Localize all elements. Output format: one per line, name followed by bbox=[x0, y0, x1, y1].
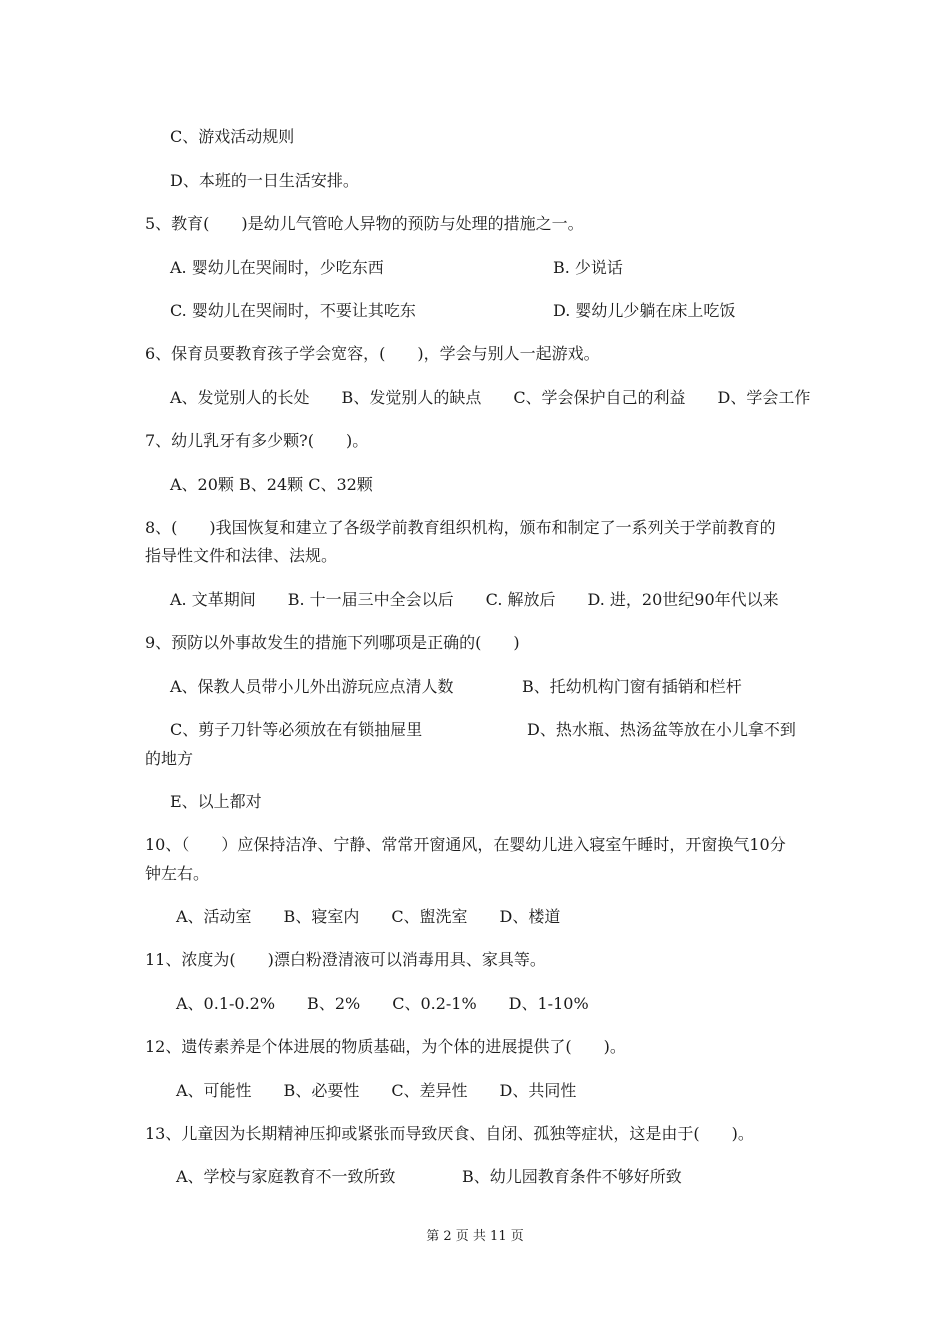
question-11: 11、浓度为( )漂白粉澄清液可以消毒用具、家具等。 bbox=[145, 950, 546, 969]
q5-option-b: B. 少说话 bbox=[553, 258, 623, 277]
q9-option-b: B、托幼机构门窗有插销和栏杆 bbox=[522, 677, 742, 696]
question-9: 9、预防以外事故发生的措施下列哪项是正确的( ) bbox=[145, 633, 520, 652]
q8-options: A. 文革期间 B. 十一届三中全会以后 C. 解放后 D. 进，20世纪90年代以来 bbox=[170, 590, 779, 609]
question-7: 7、幼儿乳牙有多少颗?( )。 bbox=[145, 431, 369, 450]
q5-option-c: C. 婴幼儿在哭闹时，不要让其吃东 bbox=[170, 301, 416, 320]
question-13: 13、儿童因为长期精神压抑或紧张而导致厌食、自闭、孤独等症状，这是由于( )。 bbox=[145, 1124, 754, 1143]
q9-option-d: D、热水瓶、热汤盆等放在小儿拿不到 bbox=[527, 720, 796, 739]
page-footer: 第 2 页 共 11 页 bbox=[426, 1229, 524, 1244]
q6-options: A、发觉别人的长处 B、发觉别人的缺点 C、学会保护自己的利益 D、学会工作 bbox=[170, 388, 811, 407]
question-10-cont: 钟左右。 bbox=[145, 864, 210, 883]
q13-option-b: B、幼儿园教育条件不够好所致 bbox=[462, 1167, 682, 1186]
q9-option-d-cont: 的地方 bbox=[145, 749, 194, 768]
q5-option-a: A. 婴幼儿在哭闹时，少吃东西 bbox=[170, 258, 384, 277]
q5-option-d: D. 婴幼儿少躺在床上吃饭 bbox=[553, 301, 736, 320]
question-8-cont: 指导性文件和法律、法规。 bbox=[145, 546, 338, 565]
q9-option-a: A、保教人员带小儿外出游玩应点清人数 bbox=[170, 677, 454, 696]
question-12: 12、遗传素养是个体进展的物质基础，为个体的进展提供了( )。 bbox=[145, 1037, 626, 1056]
q9-option-e: E、以上都对 bbox=[170, 792, 262, 811]
q10-options: A、活动室 B、寝室内 C、盥洗室 D、楼道 bbox=[176, 907, 561, 926]
question-10: 10、（ ）应保持洁净、宁静、常常开窗通风，在婴幼儿进入寝室午睡时，开窗换气10分 bbox=[145, 835, 786, 854]
q4-option-c: C、游戏活动规则 bbox=[170, 127, 295, 146]
q11-options: A、0.1-0.2% B、2% C、0.2-1% D、1-10% bbox=[176, 994, 589, 1013]
q7-options: A、20颗 B、24颗 C、32颗 bbox=[170, 475, 373, 494]
q12-options: A、可能性 B、必要性 C、差异性 D、共同性 bbox=[176, 1081, 577, 1100]
q13-option-a: A、学校与家庭教育不一致所致 bbox=[176, 1167, 396, 1186]
question-6: 6、保育员要教育孩子学会宽容，( )，学会与别人一起游戏。 bbox=[145, 344, 600, 363]
question-8: 8、( )我国恢复和建立了各级学前教育组织机构，颁布和制定了一系列关于学前教育的 bbox=[145, 518, 776, 537]
q4-option-d: D、本班的一日生活安排。 bbox=[170, 171, 359, 190]
q9-option-c: C、剪子刀针等必须放在有锁抽屉里 bbox=[170, 720, 423, 739]
question-5: 5、教育( )是幼儿气管呛人异物的预防与处理的措施之一。 bbox=[145, 214, 584, 233]
